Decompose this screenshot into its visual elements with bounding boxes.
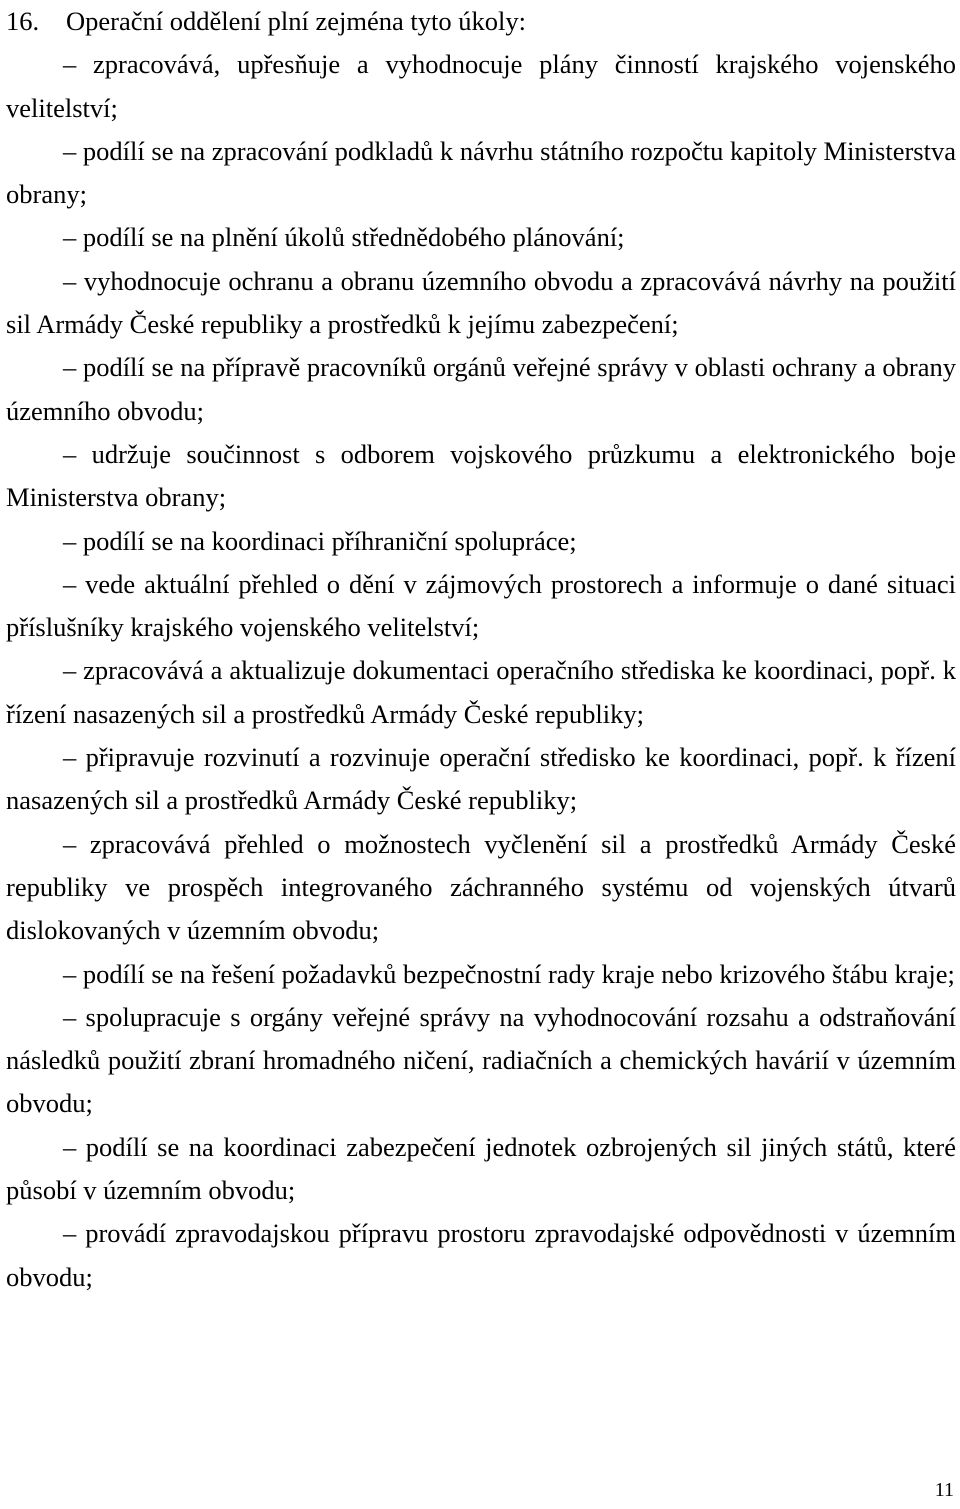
section-number: 16.: [6, 6, 40, 36]
list-item: – podílí se na zpracování podkladů k návrhu státního rozpočtu kapitoly Ministerstva obrany;: [6, 135, 956, 210]
list-item: – vyhodnocuje ochranu a obranu územního obvodu a zpracovává návrhy na použití sil Armády České republiky a prostředků k jejímu zabezpečení;: [6, 265, 956, 340]
list-item: – připravuje rozvinutí a rozvinuje operační středisko ke koordinaci, popř. k řízení nasazených sil a prostředků Armády České republiky;: [6, 742, 956, 816]
list-item: – podílí se na koordinaci příhraniční spolupráce;: [63, 525, 577, 556]
list-item: – zpracovává, upřesňuje a vyhodnocuje plány činností krajského vojenského velitelství;: [6, 49, 956, 123]
list-item: – spolupracuje s orgány veřejné správy na vyhodnocování rozsahu a odstraňování následků použití zbraní hromadného ničení, radiačních a chemických havárií v územním obvodu;: [6, 1001, 956, 1119]
document-body: [6, 0, 956, 1299]
page-number: 11: [934, 1479, 954, 1501]
section-title: Operační oddělení plní zejména tyto úkoly:: [66, 6, 526, 36]
list-item: – zpracovává přehled o možnostech vyčlenění sil a prostředků Armády České republiky ve prospěch integrovaného záchranného systému od vojenských útvarů dislokovaných v územním obvodu;: [6, 828, 956, 946]
list-item: – podílí se na koordinaci zabezpečení jednotek ozbrojených sil jiných států, které působí v územním obvodu;: [6, 1131, 956, 1206]
list-item: – zpracovává a aktualizuje dokumentaci operačního střediska ke koordinaci, popř. k řízení nasazených sil a prostředků Armády České republiky;: [6, 655, 956, 729]
list-item: – udržuje součinnost s odborem vojskového průzkumu a elektronického boje Ministerstva obrany;: [6, 438, 956, 513]
list-item: – podílí se na plnění úkolů střednědobého plánování;: [63, 222, 625, 253]
list-item: – vede aktuální přehled o dění v zájmových prostorech a informuje o dané situaci příslušníky krajského vojenského velitelství;: [6, 568, 956, 643]
list-item: – provádí zpravodajskou přípravu prostoru zpravodajské odpovědnosti v územním obvodu;: [6, 1218, 956, 1292]
list-item: – podílí se na přípravě pracovníků orgánů veřejné správy v oblasti ochrany a obrany územního obvodu;: [6, 352, 956, 426]
list-item: – podílí se na řešení požadavků bezpečnostní rady kraje nebo krizového štábu kraje;: [63, 958, 955, 989]
section-heading: [6, 0, 956, 43]
